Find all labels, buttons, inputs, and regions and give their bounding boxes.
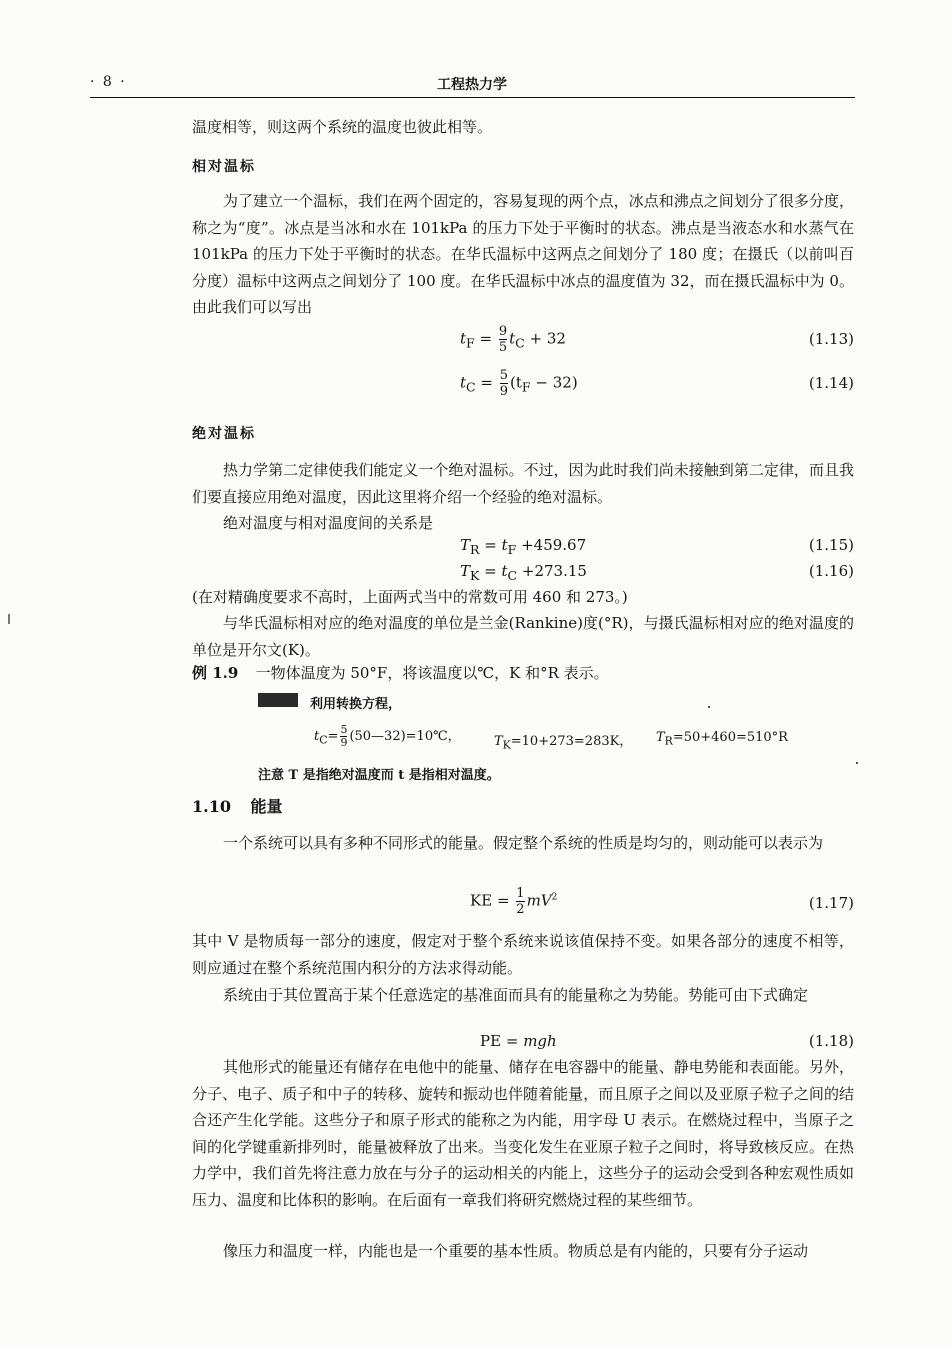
solution-stamp-icon: [258, 693, 298, 707]
paragraph-absolute-1: 热力学第二定律使我们能定义一个绝对温标。不过，因为此时我们尚未接触到第二定律，而且我们要直接应用绝对温度，因此这里将介绍一个经验的绝对温标。: [192, 461, 854, 506]
equation-number: (1.18): [808, 1032, 854, 1050]
frac-num: 9: [498, 324, 508, 339]
book-title: 工程热力学: [437, 77, 507, 93]
frac-num: 1: [516, 886, 525, 901]
sol-lhs-sub: K: [502, 738, 511, 752]
paragraph-energy-1: 一个系统可以具有多种不同形式的能量。假定整个系统的性质是均匀的，则动能可以表示为: [223, 834, 824, 852]
eq-equals: =: [496, 891, 510, 910]
eq-lhs-sub: C: [466, 379, 476, 395]
frac-num: 5: [499, 368, 509, 383]
solution-kelvin: [494, 730, 632, 752]
frac-num: 5: [340, 723, 348, 736]
section-heading: [192, 794, 283, 817]
frac-den: 5: [498, 340, 508, 355]
eq-lhs: T: [460, 536, 471, 554]
sol-rest: =50+460=510°R: [672, 730, 788, 745]
solution-rankine: [656, 730, 788, 748]
eq-lhs-sub: R: [470, 542, 480, 557]
sol-rest: =10+273=283K，: [510, 734, 633, 749]
header-rule: [90, 97, 855, 98]
eq-var-sub: F: [507, 542, 517, 557]
solution-celsius: $t_C=$ $\frac{5}{9}$ (50—32)=10℃，: [314, 723, 461, 749]
section-number: 1.10: [192, 797, 231, 816]
example-label: 例 1.9: [192, 664, 239, 682]
paragraph-energy-5: 像压力和温度一样，内能也是一个重要的基本性质。物质总是有内能的，只要有分子运动: [223, 1242, 809, 1260]
margin-mark: [8, 614, 10, 624]
eq-equals: =: [479, 329, 493, 348]
heading-absolute-scale: 绝对温标: [192, 426, 256, 442]
eq-fraction: [499, 324, 507, 355]
example-text: 一物体温度为 50°F，将该温度以℃，K 和°R 表示。: [255, 664, 609, 682]
eq-lhs: KE: [470, 891, 493, 910]
eq-equals: =: [480, 373, 493, 392]
eq-var: t: [501, 562, 508, 580]
running-header: [90, 74, 854, 98]
eq-lhs-sub: F: [466, 335, 475, 351]
eq-sup: 2: [551, 892, 558, 903]
equation-1-13: [192, 322, 854, 362]
paragraph-energy-4: 其他形式的能量还有储存在电他中的能量、储存在电容器中的能量、静电势能和表面能。另外，分子、电子、质子和中子的转移、旋转和振动也伴随着能量，而且原子之间以及亚原子粒子之间的结合还产生化学能。这些分子和原子形式的能称之为内能，用字母 U 表示。在燃烧过程中，当原子之间的化学键重新排列时，能量被释放了出来。当变化发生在亚原子粒子之间时，将导致核反应。在热力学中，我们首先将注意力放在与分子的运动相关的内能上，这些分子的运动会受到各种宏观性质如压力、温度和比体积的影响。在后面有一章我们将研究燃烧过程的某些细节。: [192, 1058, 854, 1209]
eq-var: t: [509, 329, 516, 348]
eq-rest: mV: [526, 891, 552, 910]
eq-lhs-sub: K: [470, 568, 480, 583]
equation-number: (1.17): [808, 894, 854, 912]
equation-number: (1.16): [808, 562, 854, 580]
page-number: · 8 ·: [90, 74, 127, 90]
eq-var-sub: C: [507, 568, 518, 583]
eq-fraction: [516, 886, 524, 917]
eq-rest-sub: F: [521, 379, 531, 395]
sol-lhs: T: [656, 730, 665, 745]
paragraph-absolute-2: 绝对温度与相对温度间的关系是: [223, 514, 434, 532]
section-title: 能量: [250, 797, 283, 816]
eq-lhs: T: [460, 562, 471, 580]
sol-lhs-sub: R: [664, 734, 673, 748]
scan-dot: [856, 762, 858, 764]
sol-rest: (50—32)=10℃，: [349, 729, 461, 744]
equation-number: (1.14): [808, 374, 854, 392]
heading-relative-scale: 相对温标: [192, 159, 256, 175]
equation-1-17: [192, 886, 854, 926]
eq-lhs: t: [460, 329, 467, 348]
sol-lhs-sub: C: [319, 733, 328, 747]
solution-note: 注意 T 是指绝对温度而 t 是指相对温度。: [258, 768, 500, 783]
eq-rest: (t: [510, 373, 522, 392]
frac-den: 9: [340, 736, 348, 749]
equation-1-14: [192, 366, 854, 406]
frac-den: 9: [499, 384, 509, 399]
solution-intro: 利用转换方程，: [310, 697, 402, 712]
example-1-9: [192, 662, 609, 683]
paragraph-top: 温度相等，则这两个系统的温度也彼此相等。: [192, 118, 493, 136]
equation-number: (1.13): [808, 330, 854, 348]
eq-equals: =: [484, 536, 497, 554]
eq-rest-2: − 32): [535, 373, 578, 392]
paragraph-parenthetical: (在对精确度要求不高时，上面两式当中的常数可用 460 和 273。): [192, 588, 628, 606]
frac-den: 2: [516, 902, 525, 917]
eq-equals: =: [505, 1032, 519, 1050]
eq-rest: +459.67: [521, 536, 587, 554]
eq-rest: mgh: [523, 1032, 557, 1050]
eq-lhs: PE: [480, 1032, 502, 1050]
eq-fraction: [500, 368, 508, 399]
eq-equals: =: [484, 562, 497, 580]
paragraph-energy-3: 系统由于其位置高于某个任意选定的基准面而具有的能量称之为势能。势能可由下式确定: [223, 986, 809, 1004]
eq-lhs: t: [460, 373, 467, 392]
eq-rest: +273.15: [521, 562, 587, 580]
eq-rest: + 32: [529, 329, 566, 348]
paragraph-units: 与华氏温标相对应的绝对温度的单位是兰金(Rankine)度(°R)，与摄氏温标相对应的绝对温度的单位是开尔文(K)。: [192, 614, 854, 659]
sol-lhs: t: [314, 729, 320, 744]
sol-lhs: T: [494, 734, 503, 749]
sol-fraction: [340, 724, 347, 749]
eq-var: t: [501, 536, 508, 554]
scan-dot: [708, 706, 710, 708]
eq-var-sub: C: [515, 335, 525, 351]
paragraph-energy-2: 其中 V 是物质每一部分的速度，假定对于整个系统来说该值保持不变。如果各部分的速度不相等，则应通过在整个系统范围内积分的方法求得动能。: [192, 932, 854, 977]
paragraph-relative-scale: 为了建立一个温标，我们在两个固定的，容易复现的两个点，冰点和沸点之间划分了很多分度，称之为“度”。冰点是当冰和水在 101kPa 的压力下处于平衡时的状态。沸点是当液态水和水蒸气在 101kPa 的压力下处于平衡时的状态。在华氏温标中这两点之间划分了 180 度；在摄氏（以前叫百分度）温标中这两点之间划分了 100 度。在华氏温标中冰点的温度值为 32，而在摄氏温标中为 0。由此我们可以写出: [192, 192, 854, 316]
equation-number: (1.15): [808, 536, 854, 554]
